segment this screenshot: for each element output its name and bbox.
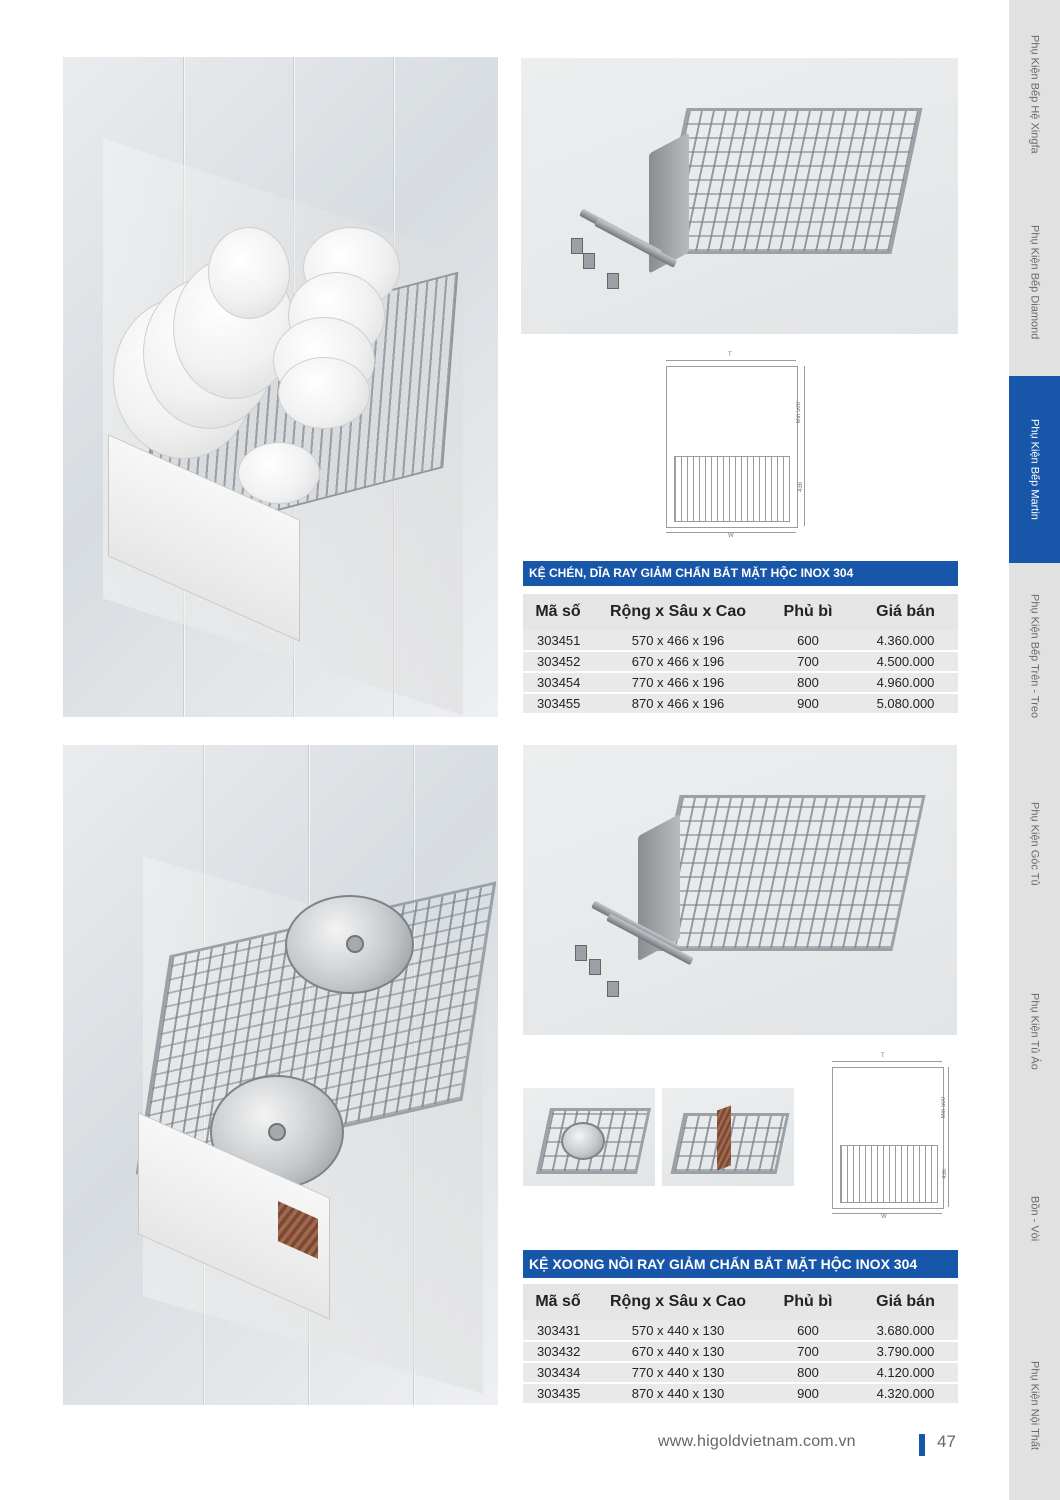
drawing-top-w-label: W	[728, 533, 734, 539]
side-nav	[1009, 0, 1060, 1500]
table-row	[523, 1341, 958, 1362]
side-nav-item-diamond[interactable]	[1009, 188, 1060, 376]
drawing-bottom-w-label: W	[881, 1214, 887, 1220]
row-price: 4.360.000	[853, 630, 958, 651]
pot-drawer-photo	[63, 745, 498, 1405]
side-nav-item-goc-tu[interactable]	[1009, 750, 1060, 938]
drawing-top-t-label: T	[728, 352, 732, 358]
row-cover: 600	[763, 630, 853, 651]
product-title-pot-rack: KỆ XOONG NỒI RAY GIẢM CHẤN BẮT MẶT HỘC INOX 304	[523, 1250, 958, 1278]
side-nav-item-xingfa[interactable]	[1009, 0, 1060, 188]
drawing-top-min-label: Min 500	[796, 402, 802, 424]
table-row	[523, 672, 958, 693]
pot-rack-technical-drawing	[826, 1053, 958, 1223]
row-dimensions: 670 x 466 x 196	[593, 651, 763, 672]
footer-website[interactable]: www.higoldvietnam.com.vn	[658, 1433, 856, 1450]
dish-rack-technical-drawing	[658, 352, 816, 538]
row-price: 4.500.000	[853, 651, 958, 672]
table-row	[523, 1362, 958, 1383]
row-cover: 700	[763, 651, 853, 672]
pot-rack-detail-image-1	[523, 1088, 655, 1186]
row-code: 303455	[523, 693, 593, 714]
row-code: 303434	[523, 1362, 593, 1383]
header-code: Mã số	[523, 1284, 593, 1320]
side-nav-item-bon-voi[interactable]	[1009, 1125, 1060, 1312]
side-nav-label: Phụ Kiện Nội Thất	[1028, 1361, 1041, 1451]
side-nav-label: Phụ Kiện Bếp Hệ Xingfa	[1028, 34, 1041, 154]
side-nav-label: Phụ Kiện Tủ Áo	[1028, 993, 1041, 1070]
table-row	[523, 693, 958, 714]
row-price: 3.680.000	[853, 1320, 958, 1341]
header-price: Giá bán	[853, 594, 958, 630]
side-nav-label: Phụ Kiện Góc Tủ	[1028, 802, 1041, 886]
row-cover: 800	[763, 672, 853, 693]
row-cover: 900	[763, 693, 853, 714]
side-nav-label: Phụ Kiện Bếp Trên - Treo	[1028, 594, 1041, 719]
row-price: 4.120.000	[853, 1362, 958, 1383]
row-code: 303432	[523, 1341, 593, 1362]
side-nav-item-noi-that[interactable]	[1009, 1312, 1060, 1500]
row-code: 303452	[523, 651, 593, 672]
row-dimensions: 570 x 440 x 130	[593, 1320, 763, 1341]
side-nav-item-martin[interactable]	[1009, 376, 1060, 563]
header-dimensions: Rộng x Sâu x Cao	[593, 594, 763, 630]
row-cover: 800	[763, 1362, 853, 1383]
row-code: 303431	[523, 1320, 593, 1341]
dish-drawer-photo	[63, 57, 498, 717]
page-number: 47	[937, 1432, 956, 1451]
product-title-dish-rack: KỆ CHÉN, DĨA RAY GIẢM CHẤN BẮT MẶT HỘC INOX 304	[523, 561, 958, 586]
row-dimensions: 870 x 440 x 130	[593, 1383, 763, 1404]
row-price: 4.320.000	[853, 1383, 958, 1404]
table-row	[523, 1320, 958, 1341]
header-dimensions: Rộng x Sâu x Cao	[593, 1284, 763, 1320]
row-dimensions: 770 x 466 x 196	[593, 672, 763, 693]
row-dimensions: 570 x 466 x 196	[593, 630, 763, 651]
table-row	[523, 651, 958, 672]
row-price: 4.960.000	[853, 672, 958, 693]
drawing-bottom-min-label: Min 500	[941, 1097, 947, 1119]
header-cover: Phủ bì	[763, 1284, 853, 1320]
row-dimensions: 770 x 440 x 130	[593, 1362, 763, 1383]
drawing-top-height-label: 436	[798, 482, 804, 493]
spec-table-dish-rack	[523, 594, 958, 715]
drawing-bottom-height-label: 436	[942, 1169, 948, 1180]
dish-rack-product-image	[521, 58, 958, 334]
header-cover: Phủ bì	[763, 594, 853, 630]
pot-rack-product-image	[523, 745, 957, 1035]
row-dimensions: 670 x 440 x 130	[593, 1341, 763, 1362]
spec-table-pot-rack	[523, 1284, 958, 1405]
row-price: 3.790.000	[853, 1341, 958, 1362]
row-cover: 600	[763, 1320, 853, 1341]
table-row	[523, 1383, 958, 1404]
row-code: 303454	[523, 672, 593, 693]
side-nav-label: Phụ Kiện Bếp Diamond	[1028, 224, 1041, 340]
side-nav-item-tren-treo[interactable]	[1009, 563, 1060, 750]
row-cover: 900	[763, 1383, 853, 1404]
row-code: 303435	[523, 1383, 593, 1404]
row-dimensions: 870 x 466 x 196	[593, 693, 763, 714]
footer-accent-mark	[919, 1434, 925, 1456]
header-code: Mã số	[523, 594, 593, 630]
row-code: 303451	[523, 630, 593, 651]
table-row	[523, 630, 958, 651]
drawing-bottom-t-label: T	[881, 1053, 885, 1059]
row-price: 5.080.000	[853, 693, 958, 714]
side-nav-item-tu-ao[interactable]	[1009, 938, 1060, 1125]
side-nav-label: Phụ Kiện Bếp Martin	[1028, 419, 1041, 520]
pot-rack-detail-image-2	[662, 1088, 794, 1186]
side-nav-label: Bồn - Vòi	[1028, 1195, 1041, 1242]
row-cover: 700	[763, 1341, 853, 1362]
header-price: Giá bán	[853, 1284, 958, 1320]
